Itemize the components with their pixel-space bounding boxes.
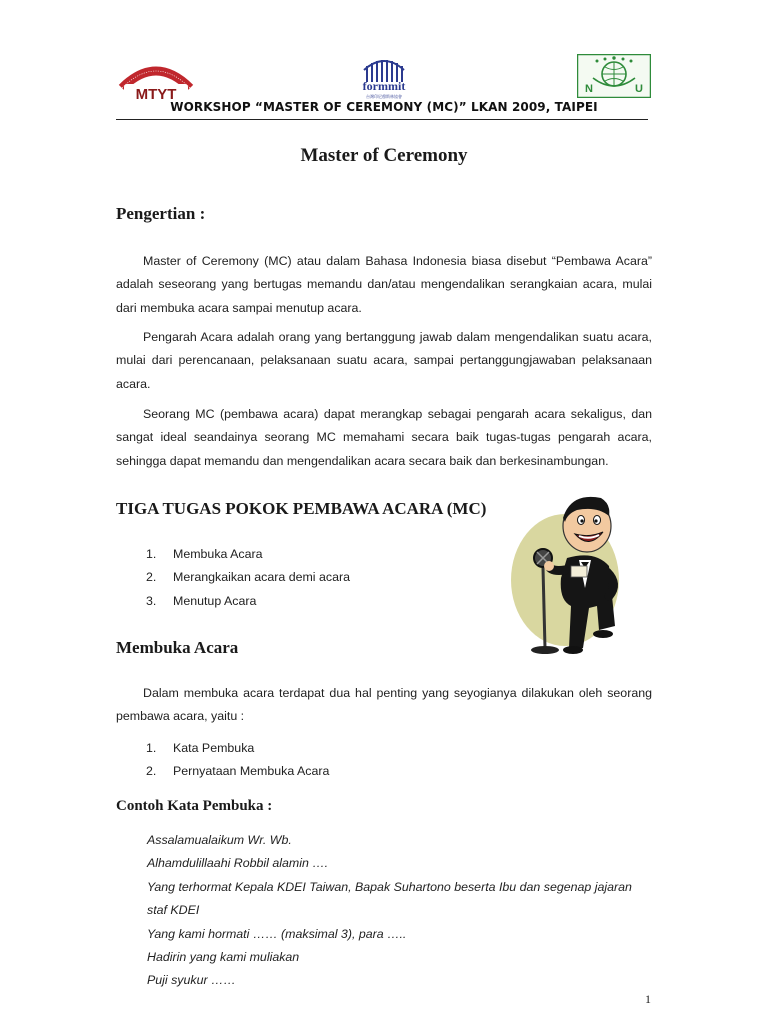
formmit-logo-subtext: 台灣印尼穆斯林協會 xyxy=(366,94,402,99)
list-item-number: 3. xyxy=(146,593,157,608)
list-item-text: Kata Pembuka xyxy=(173,741,255,755)
list-item-text: Pernyataan Membuka Acara xyxy=(173,764,330,779)
section-heading-tiga-tugas: TIGA TUGAS POKOK PEMBAWA ACARA (MC) xyxy=(116,499,487,518)
example-line: staf KDEI xyxy=(147,903,200,918)
nu-logo-letter-n: N xyxy=(585,83,593,95)
nu-logo xyxy=(577,54,651,98)
document-title: Master of Ceremony xyxy=(300,145,468,166)
section-heading-membuka-acara: Membuka Acara xyxy=(116,638,239,657)
example-line: Hadirin yang kami muliakan xyxy=(147,950,300,965)
example-opening-text xyxy=(147,829,657,993)
list-item-text: Merangkaikan acara demi acara xyxy=(173,570,351,585)
example-line: Yang kami hormati …… (maksimal 3), para ….. xyxy=(147,926,407,941)
header-divider xyxy=(116,119,648,120)
paragraph-membuka-acara: Dalam membuka acara terdapat dua hal penting yang seyogianya dilakukan oleh seorang pembawa acara, yaitu : xyxy=(116,686,652,724)
list-item-number: 1. xyxy=(146,547,157,561)
example-line: Assalamualaikum Wr. Wb. xyxy=(147,833,292,847)
list-item-number: 2. xyxy=(146,764,157,779)
workshop-header-title: WORKSHOP “MASTER OF CEREMONY (MC)” LKAN 2009, TAIPEI xyxy=(170,100,598,114)
section-heading-pengertian: Pengertian : xyxy=(116,204,206,223)
paragraph-3: Seorang MC (pembawa acara) dapat merangkap sebagai pengarah acara sekaligus, dan sangat ideal seandainya seorang MC memahami secara baik tugas-tugas pengarah acara, sehingga dapat memandu dan mengendalikan acara secara baik dan berkesinambungan. xyxy=(116,407,652,468)
mtyt-logo-text: MTYT xyxy=(135,86,177,103)
example-line: Puji syukur …… xyxy=(147,973,236,988)
paragraph-1: Master of Ceremony (MC) atau dalam Bahasa Indonesia biasa disebut “Pembawa Acara” adalah seseorang yang bertugas memandu dan/atau mengendalikan serangkaian acara, mulai dari membuka acara sampai menutup acara. xyxy=(116,254,652,315)
list-item-number: 2. xyxy=(146,570,157,585)
nu-logo-letter-u: U xyxy=(635,83,643,95)
paragraph-2: Pengarah Acara adalah orang yang bertanggung jawab dalam mengendalikan suatu acara, mulai dari perencanaan, pelaksanaan suatu acara, sampai pertanggungjawaban pelaksanaan acara. xyxy=(116,330,652,391)
mc-cartoon-illustration xyxy=(505,488,645,660)
list-item-text: Membuka Acara xyxy=(173,547,263,561)
list-item-text: Menutup Acara xyxy=(173,593,257,608)
example-line: Alhamdulillaahi Robbil alamin …. xyxy=(147,856,329,871)
list-item-number: 1. xyxy=(146,741,157,755)
section-heading-contoh-kata-pembuka: Contoh Kata Pembuka : xyxy=(116,798,273,814)
formmit-logo xyxy=(356,52,412,100)
formmit-logo-text: formmit xyxy=(362,79,406,93)
example-line: Yang terhormat Kepala KDEI Taiwan, Bapak Suhartono beserta Ibu dan segenap jajaran xyxy=(147,879,632,894)
page-number: 1 xyxy=(645,992,651,1006)
mtyt-logo xyxy=(116,58,196,104)
